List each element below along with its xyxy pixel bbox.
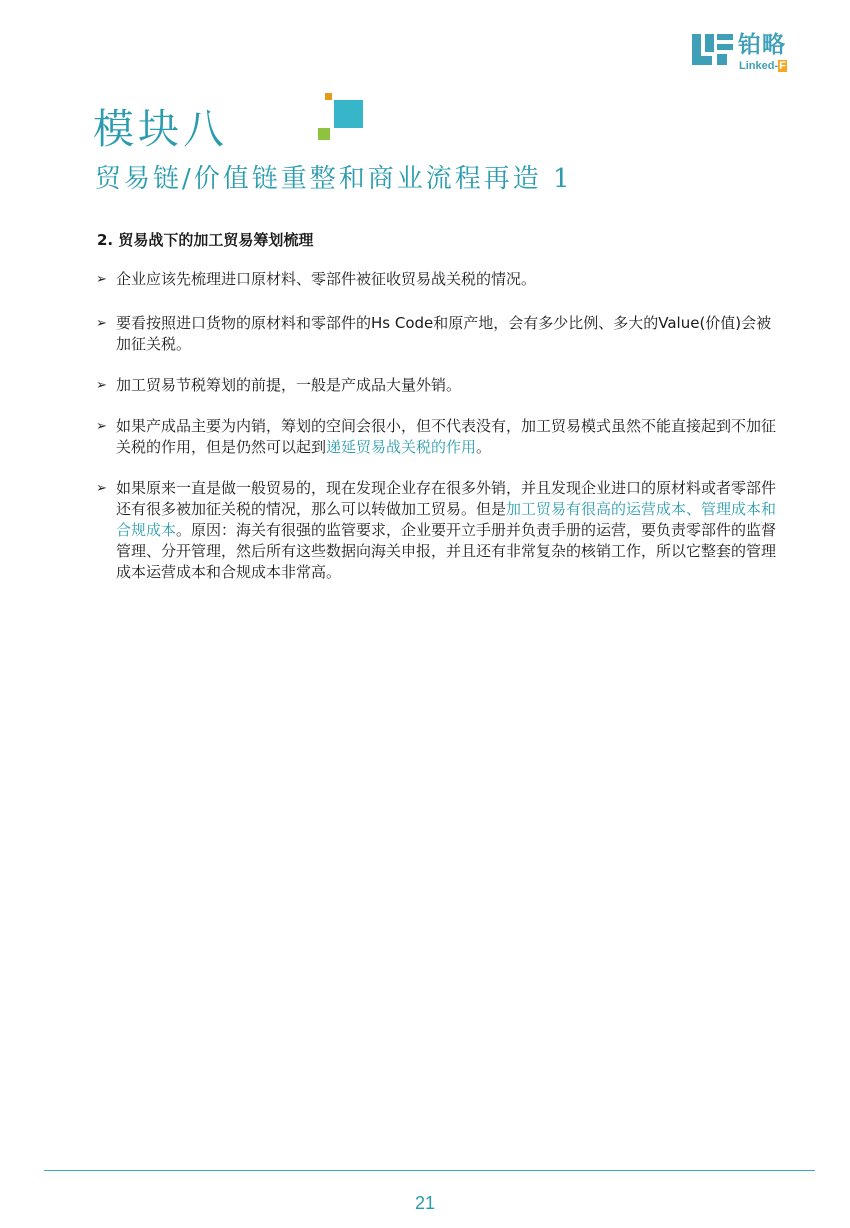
logo-name: 铂略 xyxy=(738,32,786,58)
logo-subtext: Linked-F xyxy=(739,60,786,72)
highlighted-text: 加工贸易有很高的运营成本、管理成本和合规成本 xyxy=(116,500,777,539)
highlighted-text: 递延贸易战关税的作用 xyxy=(326,438,477,456)
company-logo xyxy=(692,30,812,75)
footer-divider xyxy=(44,1170,815,1171)
logo-subtext-letter: F xyxy=(779,60,786,72)
bullet-text: 如果原来一直是做一般贸易的，现在发现企业存在很多外销，并且发现企业进口的原材料或者零部件还有很多被加征关税的情况，那么可以转做加工贸易。但是加工贸易有很高的运营成本、管理成本和合规成本。原因：海关有很强的监管要求，企业要开立手册并负责手册的运营，要负责零部件的监督管理、分开管理，然后所有这些数据向海关申报，并且还有非常复杂的核销工作，所以它整套的管理成本运营成本和合规成本非常高。 xyxy=(116,479,777,581)
decor-square-orange xyxy=(325,93,332,100)
module-title: 模块八 xyxy=(93,105,228,153)
arrow-bullet-icon: ➢ xyxy=(96,419,107,434)
decor-square-green xyxy=(318,128,330,140)
arrow-bullet-icon: ➢ xyxy=(96,316,107,331)
bullet-item xyxy=(96,269,786,290)
section-heading: 2. 贸易战下的加工贸易筹划梳理 xyxy=(97,231,314,249)
decor-square-teal xyxy=(334,100,363,128)
bullet-text: 加工贸易节税筹划的前提，一般是产成品大量外销。 xyxy=(116,376,462,394)
logo-mark-icon xyxy=(692,34,734,68)
bullet-text: 如果产成品主要为内销，筹划的空间会很小，但不代表没有，加工贸易模式虽然不能直接起到不加征关税的作用，但是仍然可以起到递延贸易战关税的作用。 xyxy=(116,417,777,456)
page-number: 21 xyxy=(414,1193,436,1213)
arrow-bullet-icon: ➢ xyxy=(96,272,107,287)
arrow-bullet-icon: ➢ xyxy=(96,481,107,496)
bullet-item xyxy=(96,313,786,355)
arrow-bullet-icon: ➢ xyxy=(96,378,107,393)
bullet-item xyxy=(96,478,786,583)
bullet-item xyxy=(96,375,786,396)
bullet-item xyxy=(96,416,786,458)
module-subtitle: 贸易链/价值链重整和商业流程再造 1 xyxy=(95,164,573,194)
bullet-text: 要看按照进口货物的原材料和零部件的Hs Code和原产地，会有多少比例、多大的Value(价值)会被加征关税。 xyxy=(116,314,772,353)
bullet-text: 企业应该先梳理进口原材料、零部件被征收贸易战关税的情况。 xyxy=(116,270,537,288)
